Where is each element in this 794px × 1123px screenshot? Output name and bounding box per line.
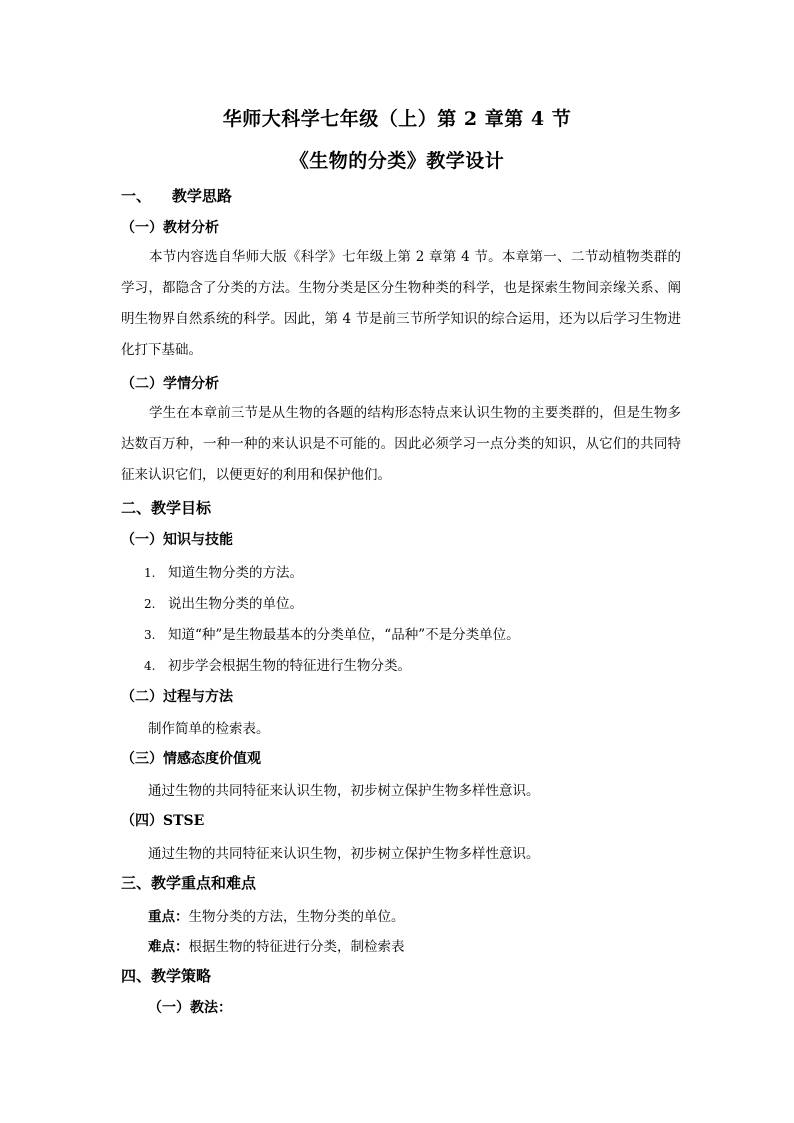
text-attitudes-values: 通过生物的共同特征来认识生物，初步树立保护生物多样性意识。	[148, 783, 540, 799]
subheading-student-analysis: （二）学情分析	[121, 376, 219, 392]
key-point-text: 生物分类的方法，生物分类的单位。	[188, 909, 405, 925]
list-item	[144, 654, 411, 674]
list-item-number: 3.	[144, 628, 156, 642]
subheading-textbook-analysis: （一）教材分析	[121, 220, 219, 236]
key-point-line	[148, 905, 405, 925]
list-item	[144, 592, 303, 612]
document-title-line2: 《生物的分类》教学设计	[289, 150, 505, 172]
list-item	[144, 623, 520, 643]
text-stse: 通过生物的共同特征来认识生物，初步树立保护生物多样性意识。	[148, 846, 540, 862]
difficulty-label: 难点：	[148, 939, 189, 955]
subheading-attitudes-values: （三）情感态度价值观	[121, 751, 261, 767]
section-heading-objectives: 二、教学目标	[121, 499, 212, 517]
list-item-text: 说出生物分类的单位。	[168, 596, 303, 612]
list-item-text: 初步学会根据生物的特征进行生物分类。	[168, 658, 411, 674]
text-process-methods: 制作简单的检索表。	[148, 721, 270, 737]
subheading-stse: （四）STSE	[121, 813, 205, 829]
difficulty-line	[148, 935, 405, 955]
section-heading-strategy: 四、教学策略	[121, 967, 212, 985]
document-title-line1: 华师大科学七年级（上）第 2 章第 4 节	[222, 108, 572, 130]
list-item-text: 知道生物分类的方法。	[168, 565, 303, 581]
section-heading-key-points: 三、教学重点和难点	[121, 874, 257, 892]
subheading-knowledge-skills: （一）知识与技能	[121, 532, 233, 548]
section-heading-teaching-approach: 一、 教学思路	[121, 187, 232, 205]
paragraph-student-analysis: 学生在本章前三节是从生物的各题的结构形态特点来认识生物的主要类群的，但是生物多达数百万种，一种一种的来认识是不可能的。因此必须学习一点分类的知识，从它们的共同特征来认识它们，以便更好的利用和保护他们。	[121, 405, 681, 483]
subheading-teaching-methods: （一）教法：	[148, 1000, 232, 1016]
list-item-number: 4.	[144, 659, 156, 673]
list-item	[144, 561, 303, 581]
key-point-label: 重点：	[148, 909, 189, 925]
subheading-process-methods: （二）过程与方法	[121, 689, 233, 705]
list-item-text: 知道“种”是生物最基本的分类单位，“品种”不是分类单位。	[168, 627, 520, 643]
list-item-number: 1.	[144, 566, 156, 580]
list-item-number: 2.	[144, 597, 156, 611]
paragraph-textbook-analysis: 本节内容选自华师大版《科学》七年级上第 2 章第 4 节。本章第一、二节动植物类群的学习，都隐含了分类的方法。生物分类是区分生物种类的科学，也是探索生物间亲缘关系、阐明生物界自然系统的科学。因此，第 4 节是前三节所学知识的综合运用，还为以后学习生物进化打下基础。	[121, 249, 681, 358]
difficulty-text: 根据生物的特征进行分类，制检索表	[188, 939, 405, 955]
